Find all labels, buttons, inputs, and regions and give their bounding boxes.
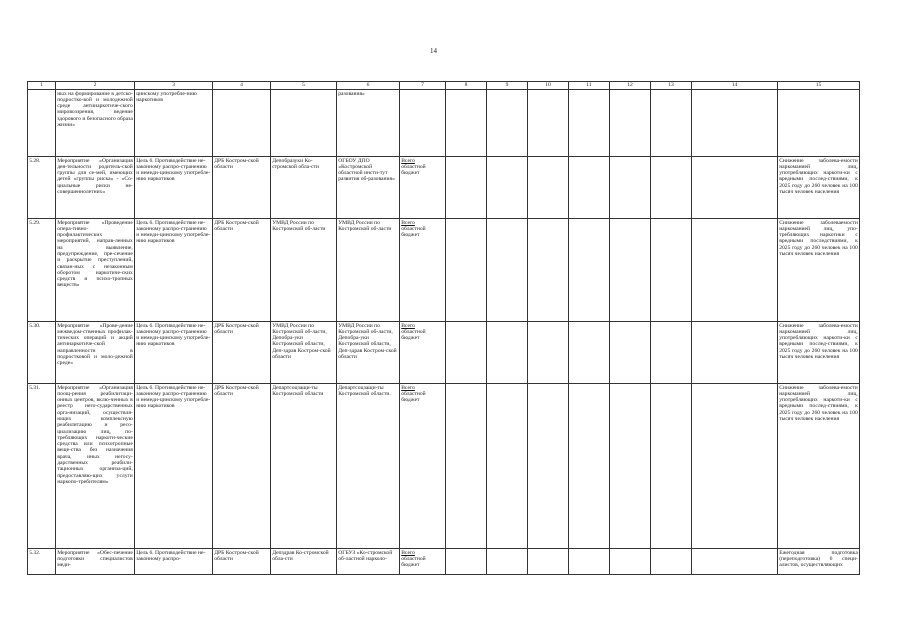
- funding-amount-cell: [446, 157, 487, 219]
- row-number-cell: 5.29.: [28, 219, 56, 322]
- funding-amount-cell: [610, 219, 651, 322]
- coexecutor-cell: ДРБ Костром-ской области: [213, 384, 271, 549]
- participant-cell: Депобразуки Ко-стромской обла-сти: [271, 157, 337, 219]
- funding-amount-cell: [651, 549, 692, 575]
- goal-cell: Цель 6. Противодействие не-законному распро-странению и немеди-цинскому употребле-нию наркотиков: [135, 157, 213, 219]
- column-number: 7: [400, 82, 446, 90]
- coexecutor-cell: ДРБ Костром-ской области: [213, 549, 271, 575]
- page-number: 14: [430, 47, 437, 55]
- funding-amount-cell: [569, 219, 610, 322]
- table-row: [28, 157, 860, 219]
- column-number-row: [28, 82, 860, 90]
- event-name-cell: ных на формирование в детско-подростко-вой и молодежной среде антинаркотиче-ского мировоззрения, ведение здорового и безопасного образа жизни»: [56, 90, 135, 157]
- funding-amount-cell: [528, 90, 569, 157]
- funding-amount-cell: [692, 90, 778, 157]
- funding-amount-cell: [446, 322, 487, 384]
- funding-amount-cell: [610, 549, 651, 575]
- goal-cell: Цель 6. Противодействие не-законному распро-: [135, 549, 213, 575]
- funding-amount-cell: [569, 384, 610, 549]
- row-number-cell: 5.30.: [28, 322, 56, 384]
- expected-result-cell: Снижение заболеваемости наркоманией лиц, упо-требляющих наркотики с вредными последствиями, к 2025 году до 260 человек на 100 тысяч человек населения: [778, 219, 860, 322]
- funding-amount-cell: [487, 157, 528, 219]
- funding-amount-cell: [446, 549, 487, 575]
- funding-amount-cell: [528, 219, 569, 322]
- column-number: 13: [651, 82, 692, 90]
- program-table: [27, 81, 860, 575]
- column-number: 14: [692, 82, 778, 90]
- table-row: [28, 219, 860, 322]
- event-name-cell: Мероприятие «Организация дея-тельности родитель-ской группы для се-мей, имеющих детей «группы риска» - «Со-циальные риски не-совершеннолетних»: [56, 157, 135, 219]
- goal-cell: Цель 6. Противодействие не-законному распро-странению и немеди-цинскому употребле-нию наркотиков: [135, 384, 213, 549]
- participant-cell: [271, 90, 337, 157]
- funding-amount-cell: [446, 219, 487, 322]
- funding-amount-cell: [528, 157, 569, 219]
- funding-source-cell: Всего областной бюджет: [400, 219, 446, 322]
- funding-amount-cell: [487, 549, 528, 575]
- executor-cell: ОГБУЗ «Ко-стромской об-ластной нарколо-: [337, 549, 400, 575]
- funding-source-cell: Всего областной бюджет: [400, 549, 446, 575]
- funding-amount-cell: [610, 384, 651, 549]
- column-number: 15: [778, 82, 860, 90]
- column-number: 6: [337, 82, 400, 90]
- funding-amount-cell: [528, 549, 569, 575]
- event-name-cell: Мероприятие «Проведение опера-тивно-профилактических мероприятий, направ-ленных на выявление, предупреждение, пре-сечение и раскрытие преступлений, связан-ных с незаконным оборотом наркотиче-ских средств и психо-тропных веществ»: [56, 219, 135, 322]
- participant-cell: Депздрав Ко-стромской обла-сти: [271, 549, 337, 575]
- funding-amount-cell: [569, 90, 610, 157]
- funding-amount-cell: [528, 384, 569, 549]
- expected-result-cell: Снижение заболева-емости наркоманией лиц, употребляющих наркоти-ки с вредными послед-ствиями, к 2025 году до 260 человек на 100 тысяч человек населения: [778, 322, 860, 384]
- funding-amount-cell: [651, 322, 692, 384]
- funding-amount-cell: [692, 157, 778, 219]
- column-number: 8: [446, 82, 487, 90]
- executor-cell: УМВД России по Костромской об-ласти, Депобра-уки Костромской области, Деп-здрав Костром-ской области: [337, 322, 400, 384]
- coexecutor-cell: ДРБ Костром-ской области: [213, 322, 271, 384]
- funding-amount-cell: [446, 90, 487, 157]
- funding-amount-cell: [487, 90, 528, 157]
- funding-amount-cell: [487, 384, 528, 549]
- column-number: 1: [28, 82, 56, 90]
- column-number: 11: [569, 82, 610, 90]
- funding-amount-cell: [487, 219, 528, 322]
- coexecutor-cell: ДРБ Костром-ской области: [213, 157, 271, 219]
- funding-amount-cell: [569, 549, 610, 575]
- executor-cell: разования»: [337, 90, 400, 157]
- row-number-cell: 5.32.: [28, 549, 56, 575]
- row-number-cell: 5.28.: [28, 157, 56, 219]
- funding-amount-cell: [487, 322, 528, 384]
- funding-amount-cell: [692, 219, 778, 322]
- funding-source-cell: Всего областной бюджет: [400, 157, 446, 219]
- event-name-cell: Мероприятие «Организация поощ-рения реабилитаци-онных центров, вклю-ченных в реестр него-сударственных орга-низаций, осуществля-ющих комплексную реабилитацию и ресо-циализацию лиц, по-требляющих наркоти-ческие средства или психотропные веще-ства без назначения врача, иных негосу-дарственных реабили-тационных организа-ций, предоставляю-щих услуги наркопо-требителям»: [56, 384, 135, 549]
- participant-cell: УМВД России по Костромской об-ласти: [271, 219, 337, 322]
- expected-result-cell: [778, 90, 860, 157]
- row-number-cell: 5.31.: [28, 384, 56, 549]
- event-name-cell: Мероприятие «Обес-печение подготовки специалистов меди-: [56, 549, 135, 575]
- funding-amount-cell: [528, 322, 569, 384]
- funding-amount-cell: [610, 90, 651, 157]
- funding-source-cell: [400, 90, 446, 157]
- funding-amount-cell: [692, 384, 778, 549]
- table-row: [28, 384, 860, 549]
- column-number: 5: [271, 82, 337, 90]
- column-number: 10: [528, 82, 569, 90]
- funding-source-cell: Всего областной бюджет: [400, 322, 446, 384]
- coexecutor-cell: ДРБ Костром-ской области: [213, 219, 271, 322]
- column-number: 9: [487, 82, 528, 90]
- column-number: 4: [213, 82, 271, 90]
- expected-result-cell: Ежегодная подготовка (переподготовка) 6 специ-алистов, осуществляющих: [778, 549, 860, 575]
- executor-cell: ОГБОУ ДПО «Костромской областной инсти-тут развития об-разования»: [337, 157, 400, 219]
- participant-cell: Департсоцзащи-ты Костромской области: [271, 384, 337, 549]
- funding-amount-cell: [610, 157, 651, 219]
- funding-amount-cell: [651, 157, 692, 219]
- table-row: [28, 90, 860, 157]
- column-number: 3: [135, 82, 213, 90]
- goal-cell: Цель 6. Противодействие не-законному распро-странению и немеди-цинскому употребле-нию наркотиков: [135, 322, 213, 384]
- goal-cell: цинскому употребле-нию наркотиков: [135, 90, 213, 157]
- table-row: [28, 322, 860, 384]
- funding-amount-cell: [651, 90, 692, 157]
- expected-result-cell: Снижение заболева-емости наркоманией лиц, употребляющих наркоти-ки с вредными послед-ствиями, к 2025 году до 260 человек на 100 тысяч человек населения: [778, 384, 860, 549]
- funding-amount-cell: [569, 322, 610, 384]
- funding-amount-cell: [446, 384, 487, 549]
- event-name-cell: Мероприятие «Прове-дение межведом-ственных профилак-тических операций и акций антинаркотиче-ской направленности в подростковой и моло-дежной среде»: [56, 322, 135, 384]
- funding-source-cell: Всего областной бюджет: [400, 384, 446, 549]
- funding-amount-cell: [651, 384, 692, 549]
- funding-amount-cell: [569, 157, 610, 219]
- executor-cell: Департсоцзащи-ты Костромской области.: [337, 384, 400, 549]
- funding-amount-cell: [651, 219, 692, 322]
- row-number-cell: [28, 90, 56, 157]
- goal-cell: Цель 6. Противодействие не-законному распро-странению и немеди-цинскому употребле-нию наркотиков: [135, 219, 213, 322]
- executor-cell: УМВД России по Костромской об-ласти: [337, 219, 400, 322]
- column-number: 2: [56, 82, 135, 90]
- funding-amount-cell: [610, 322, 651, 384]
- expected-result-cell: Снижение заболева-емости наркоманией лиц, употребляющих наркоти-ки с вредными послед-ствиями, к 2025 году до 260 человек на 100 тысяч человек населения: [778, 157, 860, 219]
- coexecutor-cell: [213, 90, 271, 157]
- column-number: 12: [610, 82, 651, 90]
- participant-cell: УМВД России по Костромской об-ласти, Депобра-уки Костромской области, Деп-здрав Костром-ской области: [271, 322, 337, 384]
- table-row: [28, 549, 860, 575]
- funding-amount-cell: [692, 549, 778, 575]
- funding-amount-cell: [692, 322, 778, 384]
